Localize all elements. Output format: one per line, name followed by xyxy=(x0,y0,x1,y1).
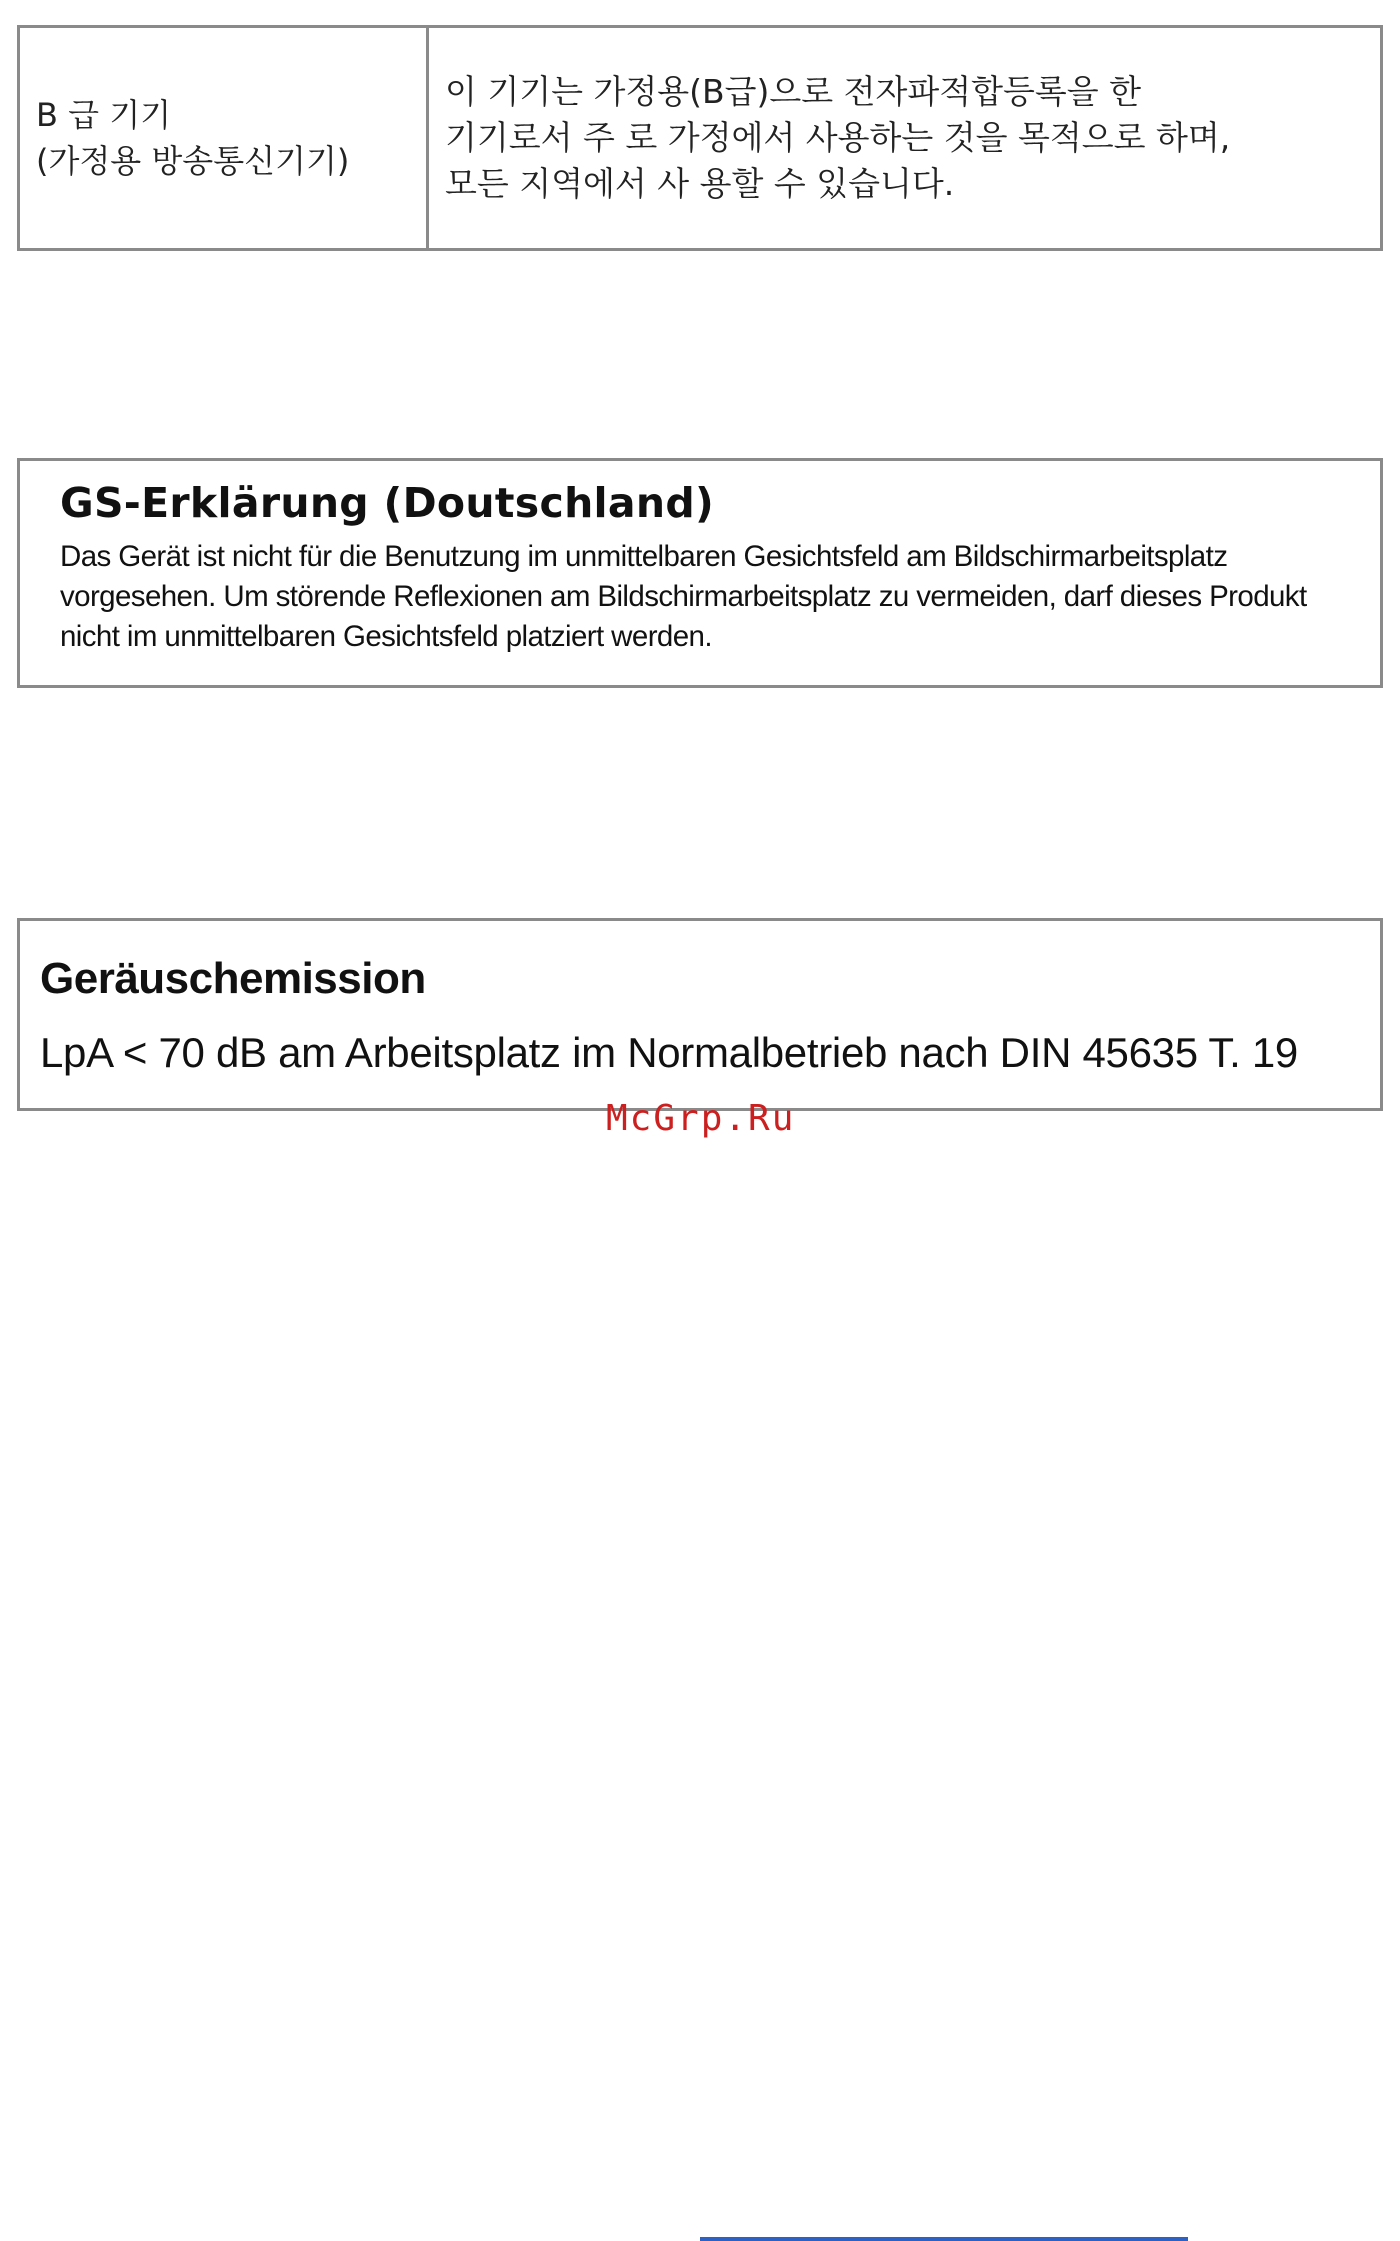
watermark-text: McGrp.Ru xyxy=(606,1098,796,1139)
korean-table-desc-line3: 모든 지역에서 사 용할 수 있습니다. xyxy=(445,164,955,203)
korean-table-label-line2: (가정용 방송통신기기) xyxy=(36,142,350,180)
korean-table-label-line1: B 급 기기 xyxy=(36,96,172,134)
noise-emission-body: LpA < 70 dB am Arbeitsplatz im Normalbetrieb nach DIN 45635 T. 19 xyxy=(40,1029,1298,1076)
korean-table-desc-line1: 이 기기는 가정용(B급)으로 전자파적합등록을 한 xyxy=(445,72,1142,111)
korean-class-b-table xyxy=(17,25,1383,251)
footer-rule xyxy=(700,2237,1188,2241)
korean-table-desc-line2: 기기로서 주 로 가정에서 사용하는 것을 목적으로 하며, xyxy=(445,118,1231,157)
gs-declaration-title: GS-Erklärung (Doutschland) xyxy=(60,479,715,527)
korean-table-description-cell xyxy=(429,28,1380,248)
korean-table-label-cell xyxy=(20,28,429,248)
gs-declaration-box xyxy=(17,458,1383,688)
noise-emission-box xyxy=(17,918,1383,1111)
noise-emission-title: Geräuschemission xyxy=(40,954,426,1003)
gs-declaration-body: Das Gerät ist nicht für die Benutzung im unmittelbaren Gesichtsfeld am Bildschirmarbeitsplatz vorgesehen. Um störende Reflexionen am Bildschirmarbeitsplatz zu vermeiden, darf dieses Produkt nicht im unmittelbaren Gesichtsfeld platziert werden. xyxy=(60,540,1307,653)
